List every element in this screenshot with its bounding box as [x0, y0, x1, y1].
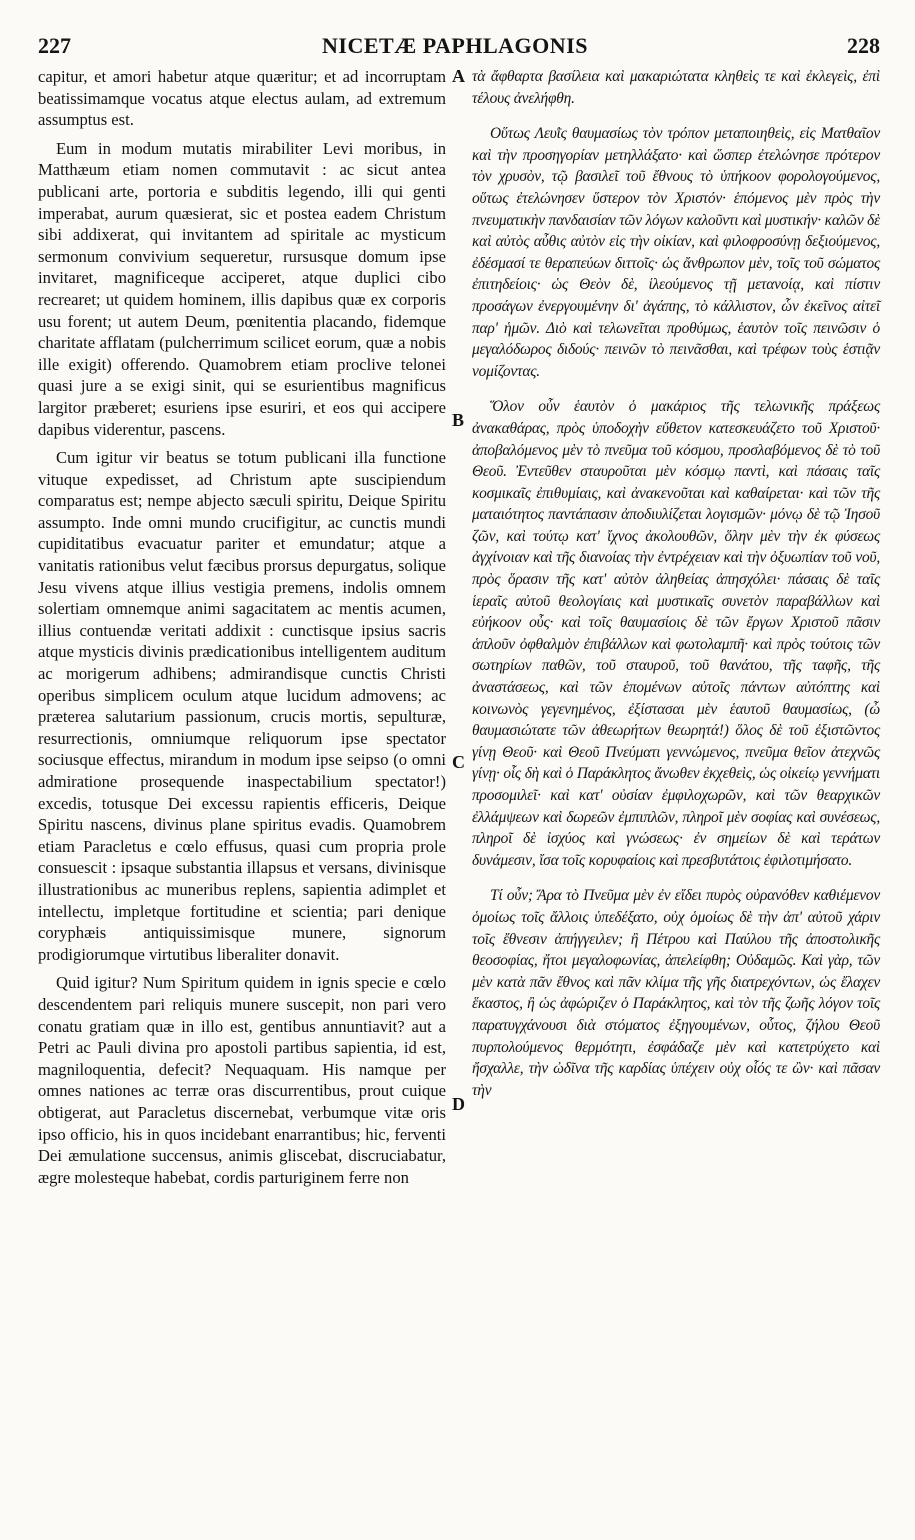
latin-paragraph: capitur, et amori habetur atque quæritur; et ad incorruptam beatissimamque vocatus atque electus aulam, ad extremum assumptus est.	[38, 67, 446, 130]
greek-paragraph: Οὕτως Λευῒς θαυμασίως τὸν τρόπον μεταποιηθεὶς, εἰς Ματθαῖον καὶ τὴν προσηγορίαν μετηλλάξατο· καὶ ὥσπερ ἐτελώνησε πρότερον τὸν χρυσὸν, τῷ βασιλεῖ τοῦ ἔθνους τὸ ὑπήκοον φορολογούμενος, οὕτως ἐτελώνησεν ὕστερον τὸν Χριστόν· ἑπόμενος μὲν πρὸς τὴν πνευματικὴν πανδαισίαν τῶν λόγων καλοῦντι καὶ μυστικήν· καλῶν δὲ καὶ αὐτὸς αὖθις αὐτὸν εἰς τὴν οἰκίαν, καὶ φιλοφροσύνῃ δεξιούμενος, ἐδέσμασί τε θεραπεύων διττοῖς· ὡς ἄνθρωπον μὲν, τοῖς τοῦ σώματος ἐπιτηδείοις· ὡς Θεὸν δὲ, ἱλεούμενος τῇ μετανοίᾳ, καὶ πίστιν προσάγων ἐνεργουμένην δι' ἀγάπης, τὸ κάλλιστον, ὧν ἐκεῖνος αἰτεῖ παρ' ἡμῶν. Διὸ καὶ τελωνεῖται προθύμως, ἑαυτὸν τοῖς πεινῶσιν ὁ μεγαλόδωρος διδούς· πεινῶν τὸ πεινᾶσθαι, καὶ τρέφων τοὺς ἑστιᾷν νομίζοντας.	[472, 125, 880, 380]
margin-marker-d: D	[452, 1094, 465, 1114]
running-header	[30, 33, 880, 61]
greek-paragraph: τὰ ἄφθαρτα βασίλεια καὶ μακαριώτατα κληθεὶς τε καὶ ἐκλεγεὶς, ἐπὶ τέλους ἀνελήφθη.	[472, 68, 880, 107]
latin-paragraph: Eum in modum mutatis mirabiliter Levi moribus, in Matthæum etiam nomen commutavit : ac sicut antea publicani arte, portoria e subditis legendo, illi qui genti imperabat, aurum quæsierat, sic et postea eadem Christum sibi addixerat, qui invitantem ad spiritale ac mysticum sermonum convivium sequeretur, rursusque domum ipse invitaret, magnificeque acciperet, atque duplici cibo recrearet; ut quidem hominem, illis dapibus quæ ex corporis usu forent; ut autem Deum, pœnitentia placando, fidemque charitate afflatam (pulcherrimum scilicet eorum, quæ a nobis ille exigit) offerendo. Quamobrem etiam proclive telonei quasi jure a se exigi sinit, qui se esurientibus magnificus largitor præberet; esuriens ipse esuriri, et eos qui accipere dapibus viderentur, pascens.	[38, 138, 446, 439]
page-number-right: 228	[847, 33, 880, 58]
greek-column	[472, 66, 880, 1115]
page-number-left: 227	[38, 33, 71, 58]
margin-marker-a: A	[452, 66, 465, 86]
greek-paragraph: Τί οὖν; Ἄρα τὸ Πνεῦμα μὲν ἐν εἴδει πυρὸς οὐρανόθεν καθιέμενον ὁμοίως τοῖς ἄλλοις ὑπεδέξατο, οὐχ ὁμοίως δὲ τὴν ἀπ' αὐτοῦ χάριν τοῖς ἔθνεσιν ἀπήγγειλεν; ἢ Πέτρου καὶ Παύλου τῆς ἀποστολικῆς θεοσοφίας, ἤτοι μεγαλοφωνίας, ἀπελείφθη; Οὐδαμῶς. Καὶ γὰρ, τῶν μὲν κατὰ πᾶν ἔθνος καὶ πᾶν κλίμα τῆς γῆς διατρεχόντων, ὡς ἔλαχεν ἕκαστος, ἢ ὡς ἀφώριζεν ὁ Παράκλητος, καὶ τὸν τῆς ζωῆς λόγον τοῖς παρατυγχάνουσι διὰ στόματος ἐξηγουμένων, οὗτος, ζήλου Θεοῦ πυρπολούμενος θερμότητι, ἐσφάδαζε μὲν καὶ κατετρύχετο καὶ ἤσχαλλε, τὴν ὠδῖνα τῆς καρδίας ὑπέχειν οὐχ οἷός τε ὢν· καὶ πᾶσαν τὴν	[472, 887, 880, 1099]
running-title: NICETÆ PAPHLAGONIS	[322, 33, 588, 58]
margin-marker-b: B	[452, 410, 465, 430]
latin-paragraph: Cum igitur vir beatus se totum publicani illa functione vituque expedisset, ad Christum apte suscipiendum comparatus est; nempe abjecto sæculi spiritu, Deique Spiritu assumpto. Inde omni mundo crucifigitur, ac cunctis mundi cupiditatibus evacuatur pariter et emundatur; atque a vanitatis rationibus velut fæcibus prorsus depurgatus, solique Jesu vivens atque illius vestigia premens, indolis omnem solertiam omnemque animi sagacitatem ac mentis acumen, illius contuendæ veritati addixit : cunctisque ipsius sacris atque mysticis divinis prædicationibus intelligentem auditum ac morigerum adhibens; admirandisque cunctis Christi operibus simplicem oculum atque lucidum admovens; ac præterea salutarium passionum, crucis mortis, sepulturæ, resurrectionis, omniumque reliquorum ipse spectator sociusque effectus, mirandum in modum ipse seipso (o omni admiratione prosequende inaspectabilium spectator!) excedis, totusque Dei excessu rapientis efficeris, Deique Spiritu nascens, divinus plane spiritus evadis. Quamobrem etiam Paracletus e cœlo effusus, quasi cum propria prole consuescit : ipsaque substantia illapsus et versans, divinisque illustrationibus ac muneribus replens, sapientia adimplet et intellectu, impletque fortitudine et scientia; pari denique coryphæis antiquissimisque munere, signorum prodigiorumque virtutibus liberaliter donavit.	[38, 448, 446, 964]
margin-marker-c: C	[452, 752, 465, 772]
greek-paragraph: Ὅλον οὖν ἑαυτὸν ὁ μακάριος τῆς τελωνικῆς πράξεως ἀνακαθάρας, πρὸς ὑποδοχὴν εὔθετον κατεσκευάζετο τοῦ Χριστοῦ· ἀποβαλόμενος μὲν τὸ πνεῦμα τοῦ κόσμου, προσλαβόμενος δὲ τὸ τοῦ Θεοῦ. Ἐντεῦθεν σταυροῦται μὲν κόσμῳ παντὶ, καὶ πάσαις ταῖς κοσμικαῖς ἐπιθυμίαις, καὶ ἀνακενοῦται καὶ καθαίρεται· καὶ τῶν τῆς ματαιότητος παντάπασιν ἀποδιυλίζεται λογισμῶν· μόνῳ δὲ τῷ Ἰησοῦ ζῶν, καὶ τούτῳ κατ' ἴχνος ἀκολουθῶν, ὅλην μὲν τὴν ἐκ φύσεως ἀγχίνοιαν καὶ τῆς διανοίας τὴν ἐντρέχειαν καὶ τὴν ὀξυωπίαν τοῦ νοῦ, πρὸς ὅρασιν τῆς κατ' αὐτὸν ἀληθείας ἀπησχόλει· πάσαις δὲ ταῖς ἱεραῖς αὐτοῦ θεολογίαις καὶ μυστικαῖς συνετὸν παραβάλλων καὶ εὐήκοον οὖς· καὶ τοῖς θαυμασίοις δὲ τῶν ἔργων Χριστοῦ πᾶσιν ἁπλοῦν ὀφθαλμὸν ἐπιβάλλων καὶ φωτολαμπῆ· καὶ πρὸς τούτοις τῶν σωτηρίων παθῶν, τοῦ σταυροῦ, τοῦ θανάτου, τῆς ταφῆς, τῆς ἀναστάσεως, καὶ τῶν ἑπομένων αὐτοῖς πάντων αὐτόπτης καὶ κοινωνὸς γεγενημένος, ἐξίστασαι μὲν ἑαυτοῦ θαυμασίως, (ὦ θαυμασιώτατε τῶν ἀθεωρήτων θεωρητά!) ὅλος δὲ τοῦ ἐξιστῶντος γίνῃ Θεοῦ· καὶ Θεοῦ Πνεύματι γεννώμενος, πνεῦμα θεῖον ἀτεχνῶς γίνῃ· οἷς δὴ καὶ ὁ Παράκλητος ἄνωθεν ἐκχεθεὶς, ὡς οἰκείῳ γεννήματι προσομιλεῖ· καὶ κατ' οὐσίαν ἐμφιλοχωρῶν, καὶ τῶν θεαρχικῶν ἐλλάμψεων καὶ δωρεῶν ἐμπιπλῶν, πληροῖ μὲν σοφίας καὶ συνέσεως, πληροῖ δὲ ἰσχύος καὶ γνώσεως· ἐν σημείων δὲ καὶ τεράτων δυνάμεσιν, ἴσα τοῖς κορυφαίοις καὶ πρεσβυτάτοις ἐφιλοτιμήσατο.	[472, 398, 880, 869]
latin-paragraph: Quid igitur? Num Spiritum quidem in ignis specie e cœlo descendentem pari reliquis munere suscepit, non pari vero conatu gratiam quæ in illo est, gentibus annuntiavit? aut a Petri ac Pauli divina pro apostoli partibus sapientia, id est, magniloquentia, defecit? Nequaquam. His namque per omnes nationes ac terræ oras discurrentibus, prout cuique obtigerat, aut Paracletus discernebat, verbumque vitæ oris ipso officio, his in quos incidebant enarrantibus; hic, ferventi Dei æmulatione succensus, animis gliscebat, discruciabatur, ægre molesteque habebat, cordis parturiginem ferre non	[38, 973, 446, 1187]
latin-column	[38, 66, 446, 1195]
